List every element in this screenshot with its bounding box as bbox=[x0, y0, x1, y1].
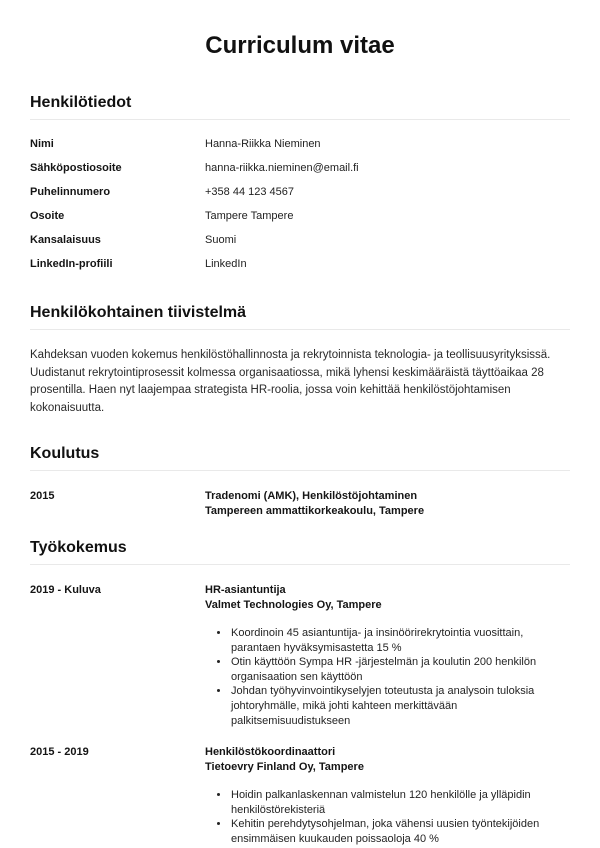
section-heading-experience: Työkokemus bbox=[30, 538, 570, 565]
info-label: Sähköpostiosoite bbox=[30, 162, 122, 174]
education-period: 2015 bbox=[30, 490, 55, 502]
info-label: Osoite bbox=[30, 210, 65, 222]
info-value: Suomi bbox=[205, 234, 237, 246]
info-row-nationality bbox=[30, 228, 570, 252]
section-heading-personal: Henkilötiedot bbox=[30, 93, 570, 120]
experience-entry-1 bbox=[30, 583, 570, 728]
achievement-item: • Otin käyttöön Sympa HR -järjestelmän ja koulutin 200 henkilön organisaation sen käyttöön bbox=[230, 655, 570, 684]
info-value: Hanna-Riikka Nieminen bbox=[205, 138, 321, 150]
section-summary bbox=[30, 303, 570, 417]
section-personal-details bbox=[30, 93, 570, 276]
education-entry bbox=[30, 489, 570, 518]
achievement-item: • Johdan työhyvinvointikyselyjen toteutusta ja analysoin tuloksia johtoryhmälle, mikä johti kahteen merkittävään palkitsemisuudistukseen bbox=[230, 684, 570, 728]
info-row-name bbox=[30, 132, 570, 156]
summary-text: Kahdeksan vuoden kokemus henkilöstöhallinnosta ja rekrytoinnista teknologia- ja teollisuusyrityksissä. Uudistanut rekrytointiprosessit kolmessa organisaatiossa, mikä lyhensi keskimääräistä täyttöaikaa 28 prosentilla. Haen nyt laajempaa strategista HR-roolia, jossa voin kehittää henkilöstöjohtamisen kokonaisuutta. bbox=[30, 349, 551, 414]
achievement-item: • Koordinoin 45 asiantuntija- ja insinöörirekrytointia vuosittain, parantaen hyväksymisastetta 15 % bbox=[230, 626, 570, 655]
info-row-address bbox=[30, 204, 570, 228]
job-title: Henkilöstökoordinaattori bbox=[205, 746, 336, 759]
info-value: hanna-riikka.nieminen@email.fi bbox=[205, 162, 359, 174]
section-heading-summary: Henkilökohtainen tiivistelmä bbox=[30, 303, 570, 330]
education-details bbox=[205, 489, 570, 518]
info-label: LinkedIn-profiili bbox=[30, 258, 113, 270]
personal-info-table bbox=[30, 132, 570, 276]
company-line: Valmet Technologies Oy, Tampere bbox=[205, 598, 382, 611]
achievement-item: • Hoidin palkanlaskennan valmistelun 120 henkilölle ja ylläpidin henkilöstörekisteriä bbox=[230, 788, 570, 817]
info-value: +358 44 123 4567 bbox=[205, 186, 295, 198]
job-title: HR-asiantuntija bbox=[205, 584, 286, 596]
education-school: Tampereen ammattikorkeakoulu, Tampere bbox=[205, 504, 425, 517]
page-title: Curriculum vitae bbox=[205, 32, 395, 59]
achievement-item: • Kehitin perehdytysohjelman, joka vähensi uusien työntekijöiden ensimmäisen kuukauden poissaoloja 40 % bbox=[230, 817, 570, 846]
section-education bbox=[30, 444, 570, 518]
experience-details bbox=[205, 745, 570, 846]
info-row-linkedin bbox=[30, 252, 570, 276]
info-value: Tampere Tampere bbox=[205, 210, 294, 222]
experience-details bbox=[205, 583, 570, 728]
info-label: Puhelinnumero bbox=[30, 186, 111, 198]
info-label: Kansalaisuus bbox=[30, 234, 101, 246]
info-row-phone bbox=[30, 180, 570, 204]
achievement-list bbox=[205, 626, 570, 728]
info-value: LinkedIn bbox=[205, 258, 247, 270]
experience-period: 2015 - 2019 bbox=[30, 746, 89, 759]
experience-period: 2019 - Kuluva bbox=[30, 584, 101, 596]
company-line: Tietoevry Finland Oy, Tampere bbox=[205, 760, 364, 773]
achievement-list bbox=[205, 788, 570, 846]
experience-entry-2 bbox=[30, 745, 570, 846]
section-heading-education: Koulutus bbox=[30, 444, 570, 471]
info-label: Nimi bbox=[30, 138, 54, 150]
info-row-email bbox=[30, 156, 570, 180]
education-degree: Tradenomi (AMK), Henkilöstöjohtaminen bbox=[205, 490, 418, 502]
section-experience bbox=[30, 538, 570, 847]
